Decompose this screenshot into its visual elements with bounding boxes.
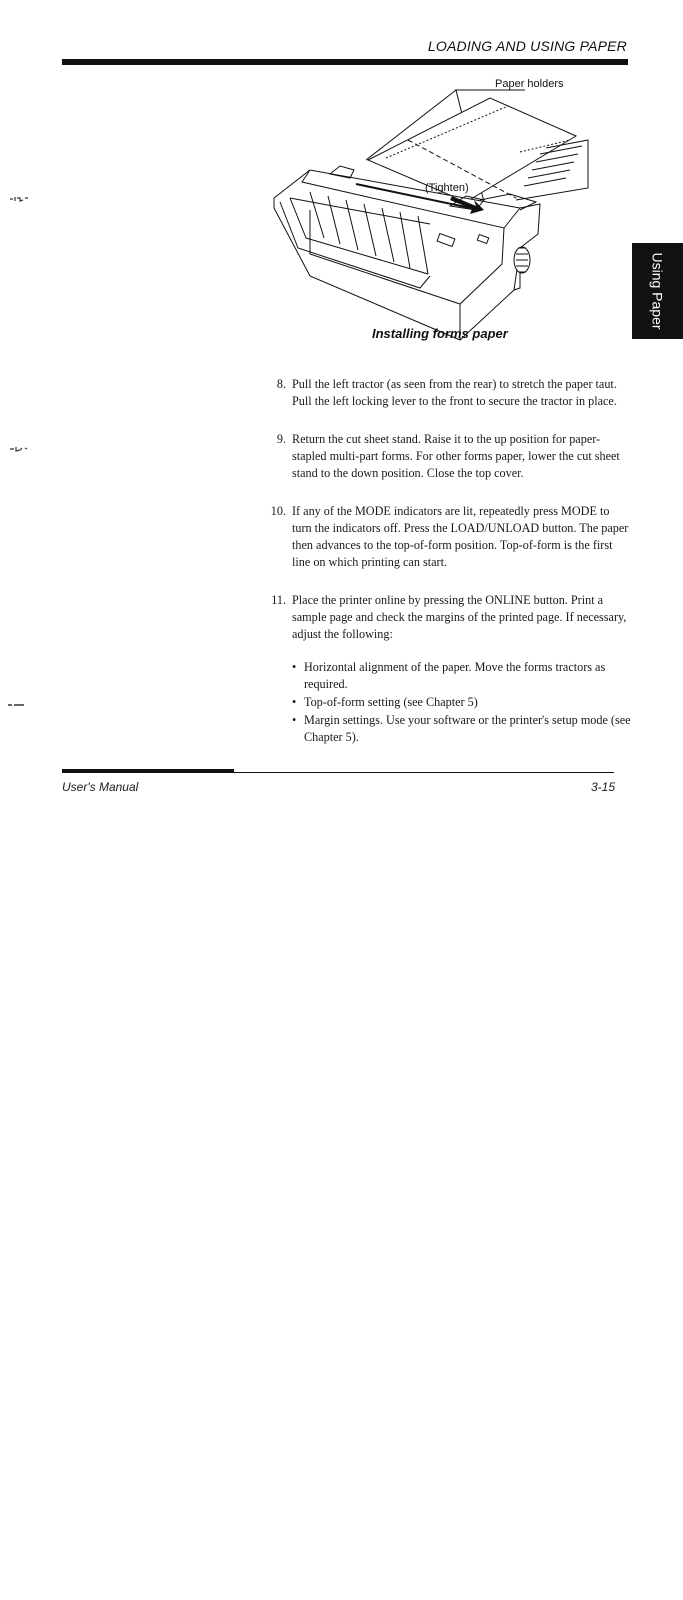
- printer-drawing: [270, 78, 610, 358]
- step-item: [262, 503, 632, 571]
- header-rule: [62, 59, 628, 65]
- step-text: If any of the MODE indicators are lit, repeatedly press MODE to turn the indicators off. Press the LOAD/UNLOAD button. The paper then advances to the top-of-form position. Top-of-form is the first line on which printing can start.: [292, 504, 629, 569]
- printer-illustration: [270, 78, 610, 358]
- figure-caption: Installing forms paper: [372, 326, 508, 341]
- scan-mark: [8, 702, 28, 708]
- bullet-item: • Horizontal alignment of the paper. Move the forms tractors as required.: [292, 659, 632, 693]
- section-tab: [632, 243, 683, 339]
- label-paper-holders: Paper holders: [495, 78, 564, 90]
- scan-mark: [10, 196, 30, 202]
- footer-rule: [234, 772, 614, 773]
- page-number: 3-15: [590, 780, 615, 794]
- step-number: 11.: [271, 593, 286, 607]
- bullet-item: • Margin settings. Use your software or the printer's setup mode (see Chapter 5).: [292, 712, 632, 746]
- bullet-list: [292, 659, 632, 746]
- step-number: 8.: [276, 377, 286, 391]
- step-item: [262, 431, 632, 482]
- step-text: Pull the left tractor (as seen from the rear) to stretch the paper taut. Pull the left locking lever to the front to secure the tractor in place.: [292, 377, 617, 408]
- footer-manual-title: User's Manual: [62, 780, 139, 794]
- label-tighten: (Tighten): [425, 182, 469, 194]
- scan-mark: [10, 446, 30, 452]
- footer-rule: [62, 769, 234, 773]
- step-list: [262, 376, 632, 767]
- bullet-item: • Top-of-form setting (see Chapter 5): [292, 694, 632, 711]
- step-item: [262, 592, 632, 746]
- step-text: Place the printer online by pressing the ONLINE button. Print a sample page and check the margins of the printed page. If necessary, adjust the following:: [292, 593, 627, 641]
- running-header: LOADING AND USING PAPER: [427, 38, 627, 54]
- step-number: 10.: [270, 504, 286, 518]
- section-tab-label: Using Paper: [649, 252, 666, 330]
- step-text: Return the cut sheet stand. Raise it to the up position for paper-stapled multi-part forms. For other forms paper, lower the cut sheet stand to the down position. Close the top cover.: [292, 432, 620, 480]
- step-number: 9.: [276, 432, 286, 446]
- step-item: [262, 376, 632, 410]
